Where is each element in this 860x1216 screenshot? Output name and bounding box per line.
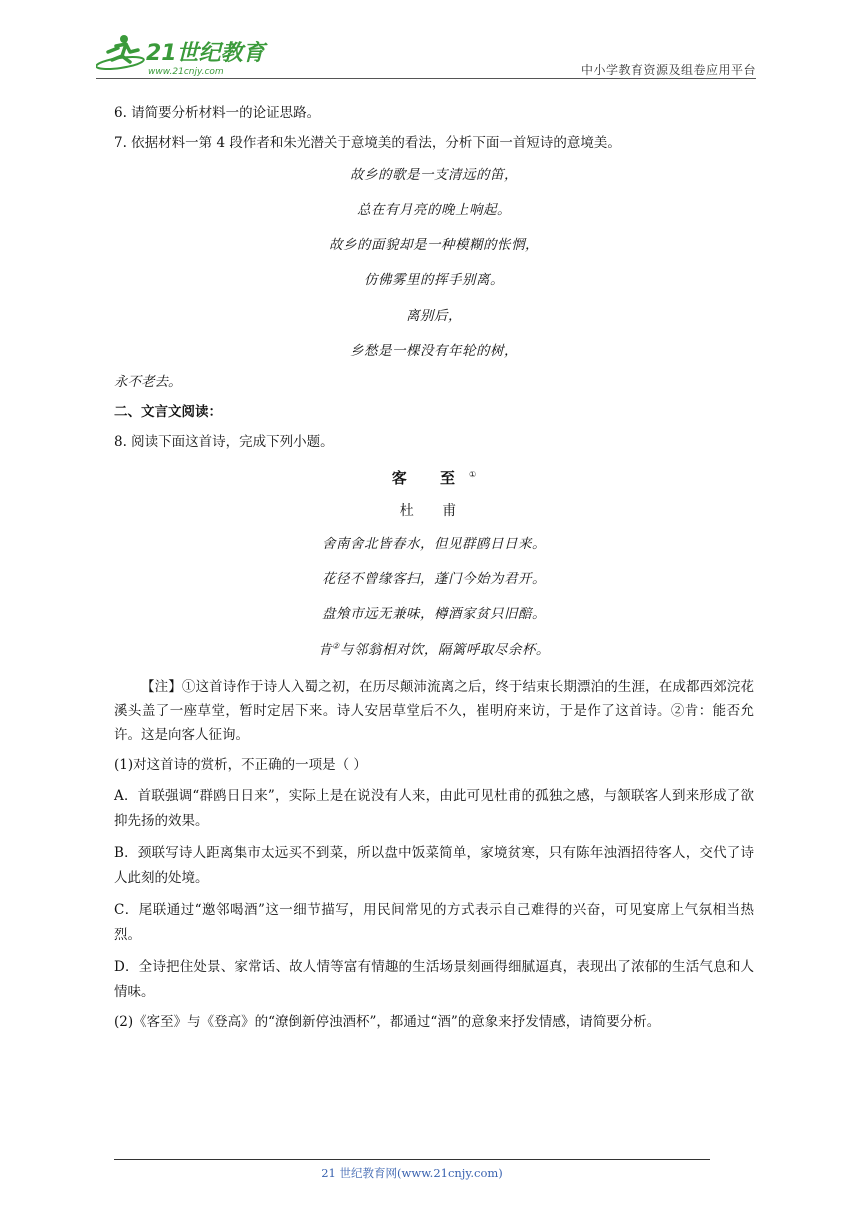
poem-line: 故乡的歌是一支清远的笛， [350,166,518,183]
question-6: 6. 请简要分析材料一的论证思路。 [114,105,321,121]
poem-title-note: ① [469,469,477,479]
option-d: D．全诗把住处景、家常话、故人情等富有情趣的生活场景刻画得细腻逼真，表现出了浓郁的生活气息和人情味。 [114,959,754,1001]
poem-line: 乡愁是一棵没有年轮的树， [350,342,518,359]
poem-annotation: 【注】①这首诗作于诗人入蜀之初，在历尽颠沛流离之后，终于结束长期漂泊的生涯，在成都西郊浣花溪头盖了一座草堂，暂时定居下来。诗人安居草堂后不久，崔明府来访，于是作了这首诗。②肯：能否允许。这是向客人征询。 [114,678,754,744]
section-heading: 二、文言文阅读： [114,403,222,420]
sub-question-2: (2)《客至》与《登高》的“潦倒新停浊酒杯”，都通过“酒”的意象来抒发情感，请简要分析。 [114,1014,661,1031]
poem-line: 总在有月亮的晚上响起。 [357,201,511,218]
logo [96,30,296,80]
poem-last-line: 永不老去。 [114,374,182,390]
main-content [114,103,754,1042]
poem-line-prefix: 肯 [318,641,333,658]
poem-line-rest: 与邻翁相对饮，隔篱呼取尽余杯。 [339,641,550,658]
poem-line: 故乡的面貌却是一种模糊的怅惘， [329,237,539,253]
question-7: 7. 依据材料一第 4 段作者和朱光潜关于意境美的看法，分析下面一首短诗的意境美。 [114,134,621,151]
option-a: A．首联强调“群鸥日日来”，实际上是在说没有人来，由此可见杜甫的孤独之感，与颔联客人到来形成了欲抑先扬的效果。 [114,788,754,830]
poem-line: 舍南舍北皆春水，但见群鸥日日来。 [322,535,546,552]
poem-author: 杜 甫 [399,502,469,519]
option-b: B．颈联写诗人距离集市太远买不到菜，所以盘中饭菜简单，家境贫寒，只有陈年浊酒招待客人，交代了诗人此刻的处境。 [114,845,754,887]
header-platform-text: 中小学教育资源及组卷应用平台 [580,63,756,77]
logo-url: www.21cnjy.com [148,67,224,77]
logo-text: 21世纪教育 [146,41,265,66]
poem-line [114,640,754,660]
footer-divider [114,1159,710,1160]
poem-title [114,467,754,488]
header-divider [96,78,756,79]
poem-line: 盘飧市远无兼味，樽酒家贫只旧醅。 [322,606,546,623]
poem-line: 花径不曾缘客扫，蓬门今始为君开。 [322,571,546,587]
page-header [96,30,756,80]
option-c: C．尾联通过“邀邻喝酒”这一细节描写，用民间常见的方式表示自己难得的兴奋，可见宴席上气氛相当热烈。 [114,902,754,944]
question-8: 8. 阅读下面这首诗，完成下列小题。 [114,433,334,450]
sub-question-1: (1)对这首诗的赏析，不正确的一项是（ ） [114,756,367,773]
poem-line: 仿佛雾里的挥手别离。 [364,272,504,289]
poem-title-text: 客 至 [391,468,470,487]
poem-line-note: ② [332,641,340,650]
footer-link[interactable]: 21 世纪教育网(www.21cnjy.com) [321,1166,503,1180]
poem-line: 离别后， [406,307,462,324]
